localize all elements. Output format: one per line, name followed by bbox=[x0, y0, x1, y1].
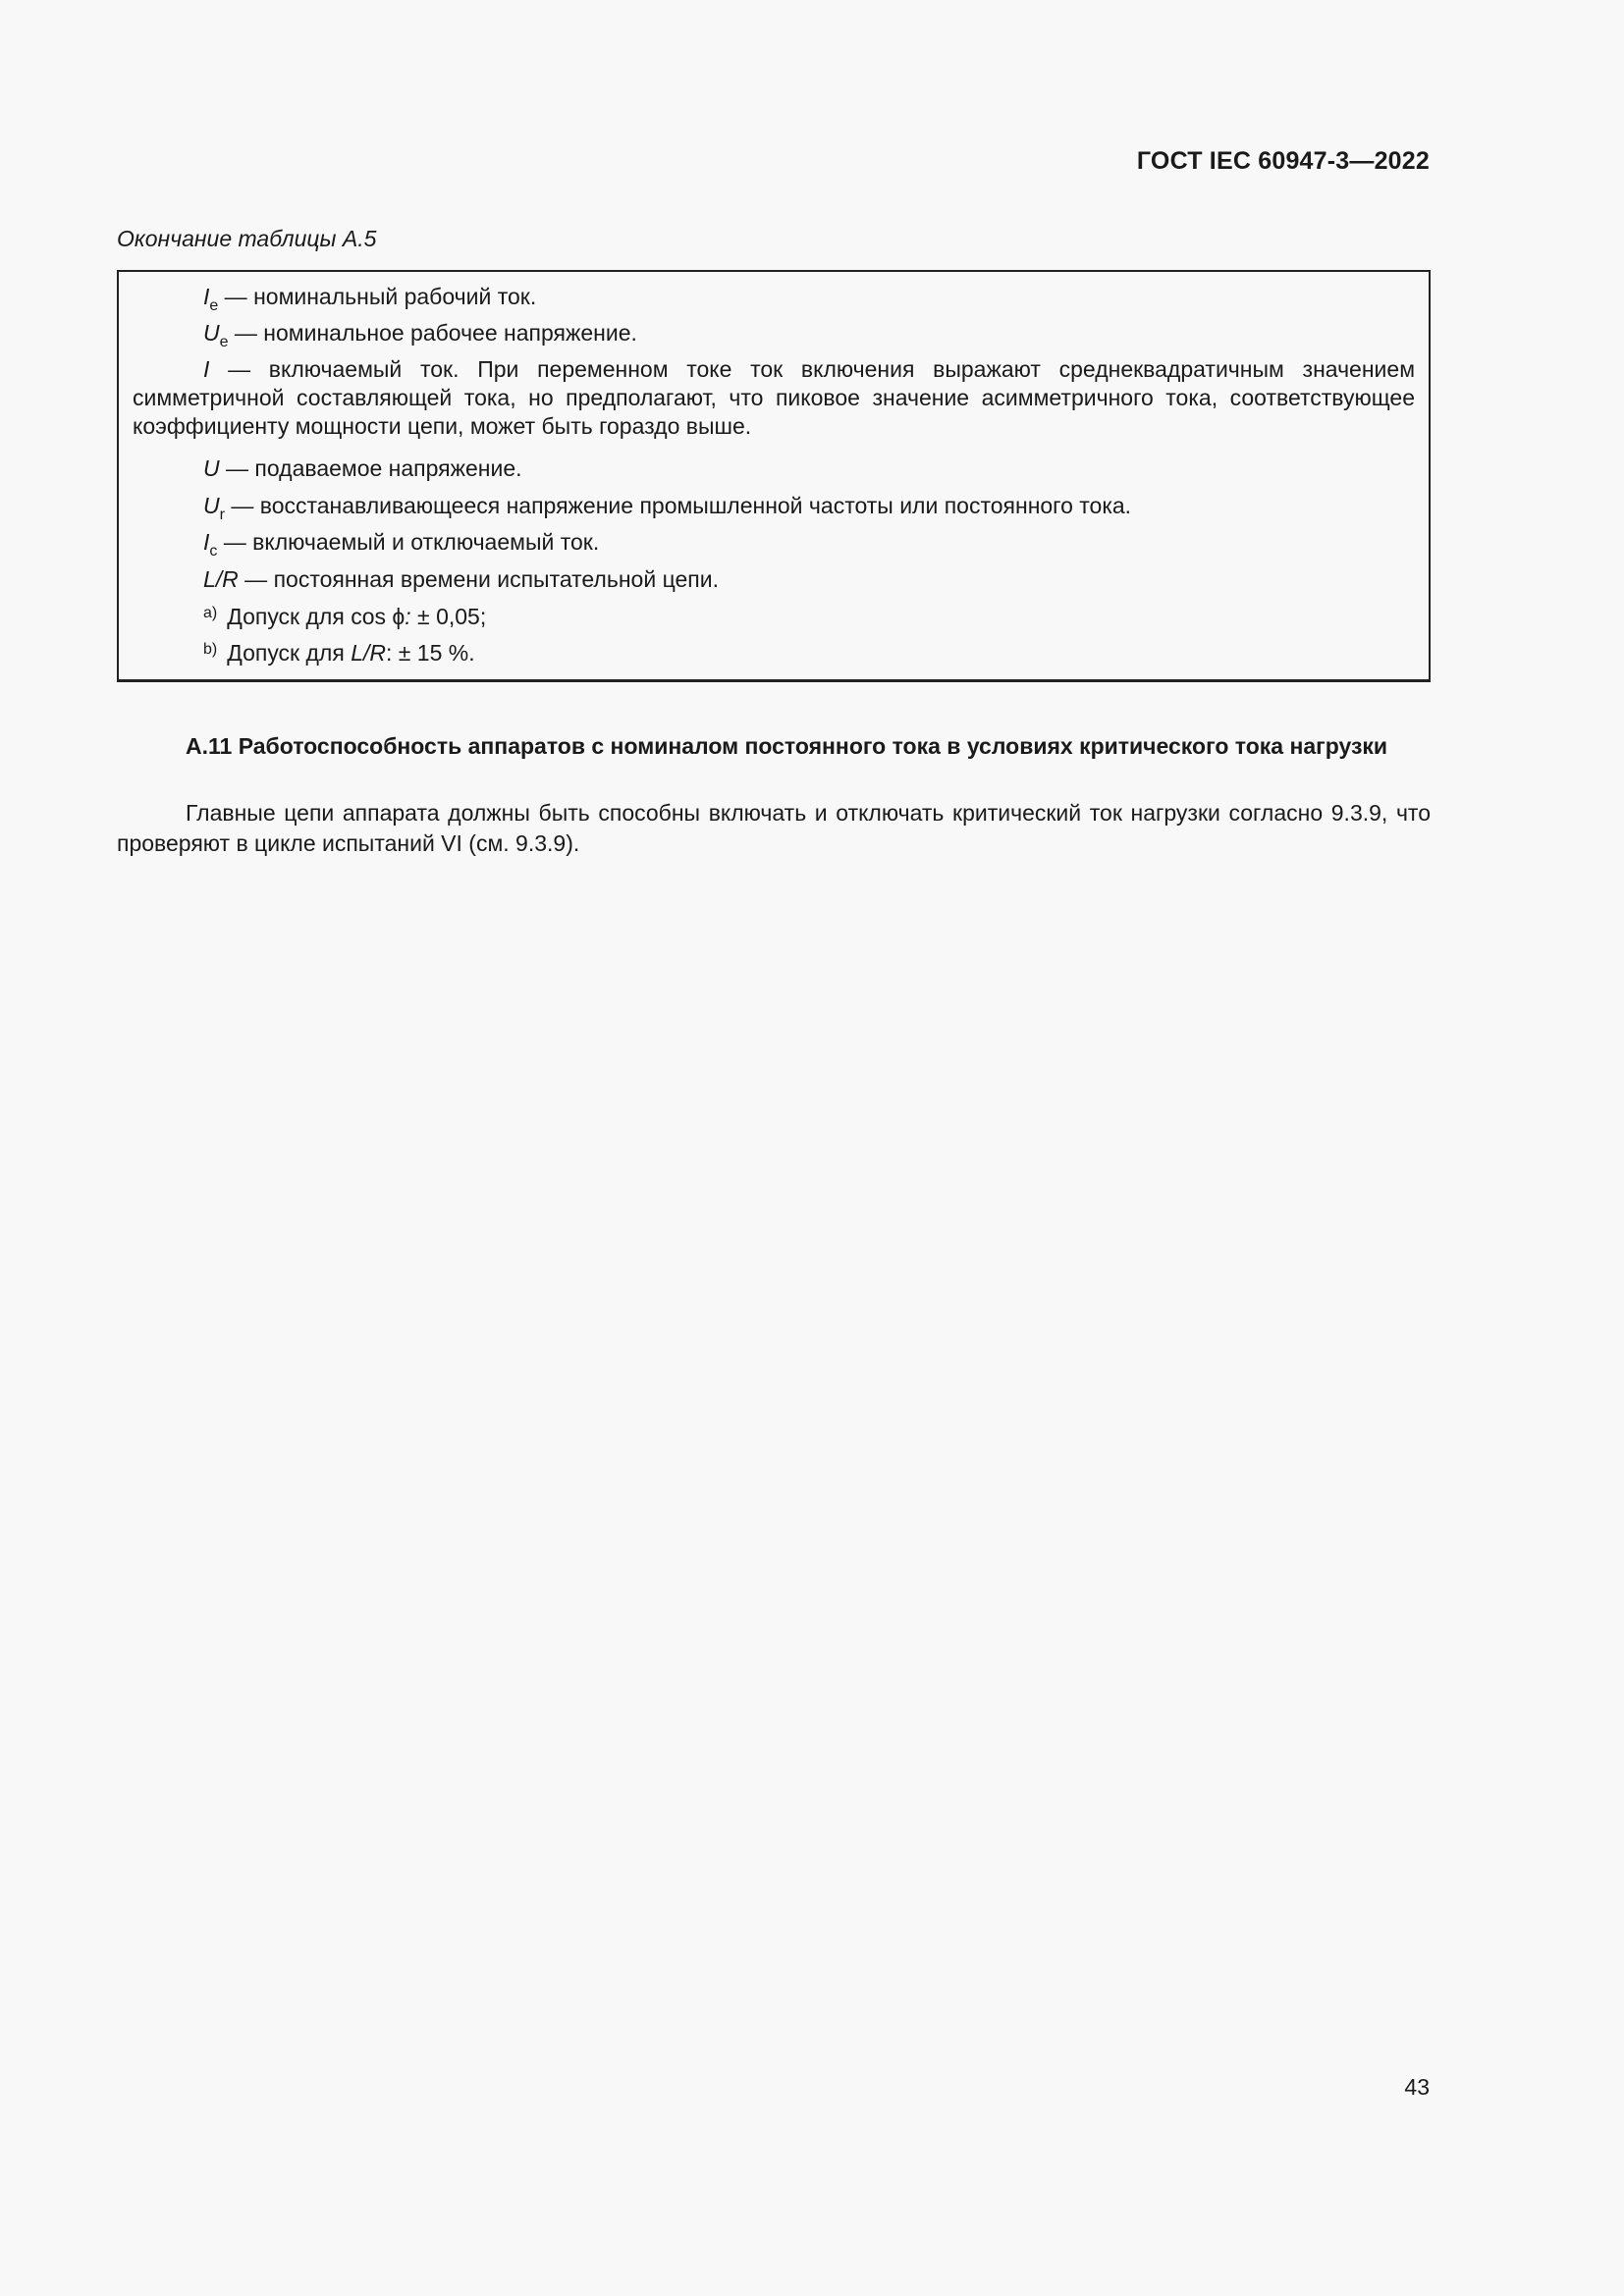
footnote-text: ± 0,05; bbox=[410, 604, 487, 629]
note-recovery-voltage bbox=[203, 492, 1132, 523]
footnote-b bbox=[203, 639, 475, 667]
footnote-a bbox=[203, 603, 486, 631]
page-number: 43 bbox=[1404, 2074, 1430, 2100]
note-making-breaking-current bbox=[203, 528, 600, 560]
note-text: — включаемый ток. При переменном токе ток включения выражают среднеквадратичным значением симметричной составляющей тока, но предполагают, что пиковое значение асимметричного тока, соответствующее коэффициенту мощности цепи, может быть гораздо выше. bbox=[133, 356, 1415, 439]
note-symbol: I bbox=[203, 284, 210, 309]
note-rated-operational-current bbox=[203, 283, 537, 314]
phi-symbol: ϕ bbox=[392, 604, 406, 629]
note-text: — номинальный рабочий ток. bbox=[218, 284, 537, 309]
note-text: — включаемый и отключаемый ток. bbox=[217, 529, 600, 555]
note-time-constant bbox=[203, 565, 719, 594]
note-symbol: U bbox=[203, 455, 220, 481]
note-symbol: U bbox=[203, 320, 220, 346]
note-subscript: e bbox=[209, 297, 219, 314]
footnote-text: : ± 15 %. bbox=[386, 640, 475, 666]
footnote-text: Допуск для cos bbox=[227, 604, 393, 629]
footnote-colon: : bbox=[405, 604, 411, 629]
document-standard-header: ГОСТ IEC 60947-3—2022 bbox=[1136, 147, 1430, 175]
note-text: — постоянная времени испытательной цепи. bbox=[238, 566, 719, 592]
note-symbol: I bbox=[203, 529, 210, 555]
section-title-text: А.11 Работоспособность аппаратов с номиналом постоянного тока в условиях критического тока нагрузки bbox=[186, 733, 1388, 759]
table-notes-box bbox=[117, 270, 1431, 682]
footnote-text: Допуск для bbox=[227, 640, 352, 666]
note-subscript: r bbox=[219, 507, 225, 523]
section-body bbox=[117, 798, 1431, 859]
section-title bbox=[117, 731, 1431, 762]
section-body-text: Главные цепи аппарата должны быть способны включать и отключать критический ток нагрузки согласно 9.3.9, что проверяют в цикле испытаний VI (см. 9.3.9). bbox=[117, 800, 1431, 856]
note-symbol: U bbox=[203, 493, 220, 518]
note-symbol: L/R bbox=[203, 566, 239, 592]
note-symbol: I bbox=[203, 356, 210, 382]
footnote-symbol: L/R bbox=[351, 640, 386, 666]
note-rated-operational-voltage bbox=[203, 319, 637, 350]
note-text: — подаваемое напряжение. bbox=[219, 455, 522, 481]
note-subscript: c bbox=[209, 543, 218, 560]
note-text: — восстанавливающееся напряжение промышленной частоты или постоянного тока. bbox=[224, 493, 1132, 518]
note-subscript: e bbox=[219, 334, 229, 350]
note-applied-voltage bbox=[203, 454, 522, 483]
table-caption: Окончание таблицы А.5 bbox=[117, 226, 377, 251]
footnote-mark: a) bbox=[203, 605, 218, 621]
footnote-mark: b) bbox=[203, 641, 218, 658]
note-text: — номинальное рабочее напряжение. bbox=[228, 320, 637, 346]
note-making-current bbox=[133, 355, 1415, 441]
